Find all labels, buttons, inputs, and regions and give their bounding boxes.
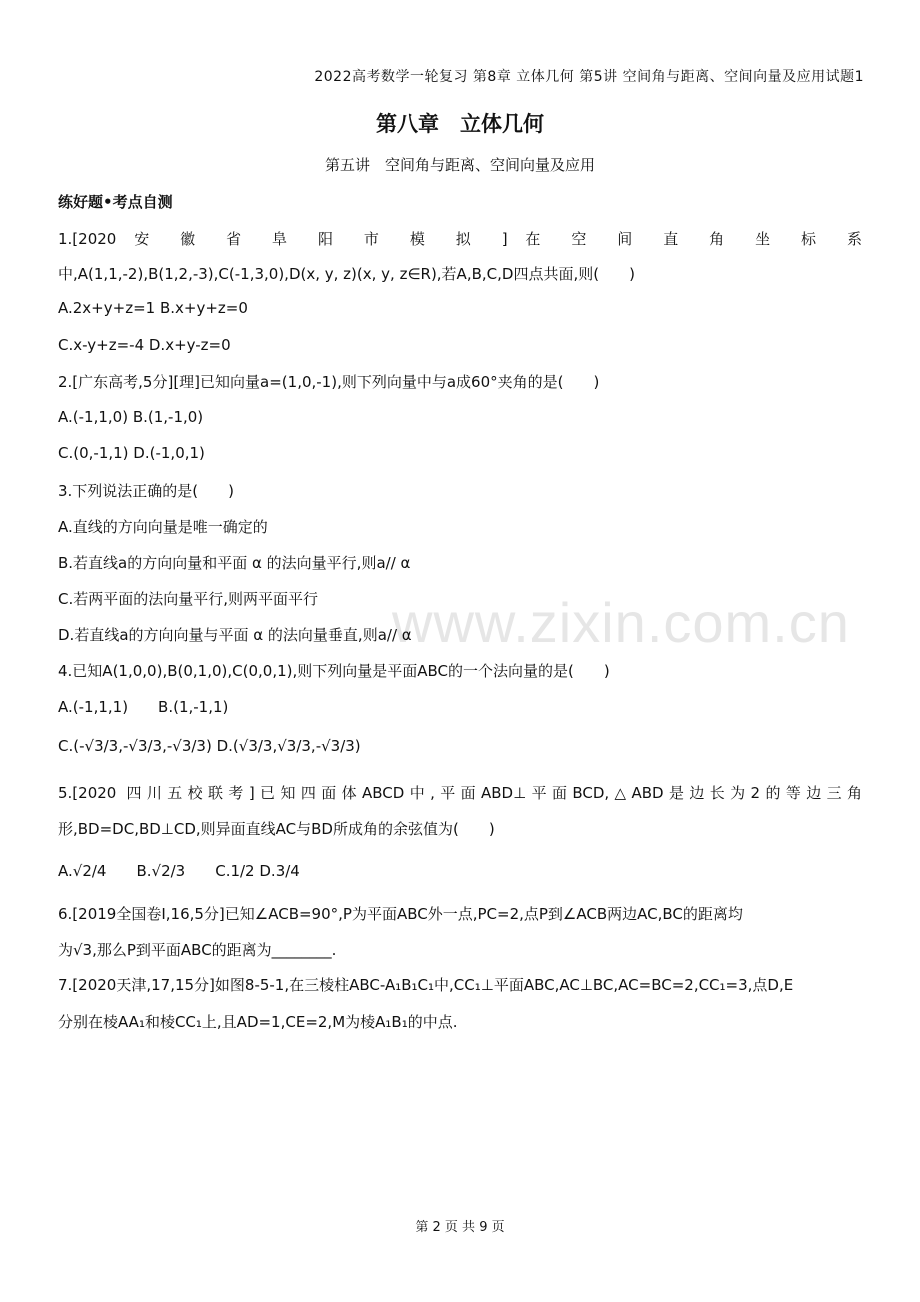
question-3-stem: 3.下列说法正确的是( ) <box>58 482 235 500</box>
question-1-line-1: 1.[2020 安 徽 省 阜 阳 市 模 拟 ] 在 空 间 直 角 坐 标 系 <box>58 230 862 248</box>
question-4-options-ab: A.(-1,1,1) B.(1,-1,1) <box>58 698 229 716</box>
question-1-options-cd: C.x-y+z=-4 D.x+y-z=0 <box>58 336 231 354</box>
question-5-line-2: 形,BD=DC,BD⊥CD,则异面直线AC与BD所成角的余弦值为( ) <box>58 820 495 838</box>
question-5-line-1: 5.[2020 四川五校联考]已知四面体ABCD中,平面ABD⊥平面BCD,△ABD是边长为2的等边三角 <box>58 784 862 802</box>
running-header: 2022高考数学一轮复习 第8章 立体几何 第5讲 空间角与距离、空间向量及应用试题1 <box>314 69 864 85</box>
section-heading: 练好题•考点自测 <box>58 193 173 211</box>
question-1-line-2: 中,A(1,1,-2),B(1,2,-3),C(-1,3,0),D(x, y, z)(x, y, z∈R),若A,B,C,D四点共面,则( ) <box>58 265 635 283</box>
chapter-title: 第八章 立体几何 <box>376 111 544 136</box>
question-3-option-a: A.直线的方向向量是唯一确定的 <box>58 518 268 536</box>
watermark: www.zixin.com.cn <box>392 591 850 654</box>
question-3-option-b: B.若直线a的方向向量和平面 α 的法向量平行,则a// α <box>58 554 411 572</box>
question-2-options-ab: A.(-1,1,0) B.(1,-1,0) <box>58 408 204 426</box>
question-4-options-cd: C.(-√3/3,-√3/3,-√3/3) D.(√3/3,√3/3,-√3/3) <box>58 737 361 755</box>
question-3-option-d: D.若直线a的方向向量与平面 α 的法向量垂直,则a// α <box>58 626 412 644</box>
question-3-option-c: C.若两平面的法向量平行,则两平面平行 <box>58 590 319 608</box>
question-7-line-2: 分别在棱AA₁和棱CC₁上,且AD=1,CE=2,M为棱A₁B₁的中点. <box>58 1013 458 1031</box>
question-5-options: A.√2/4 B.√2/3 C.1/2 D.3/4 <box>58 862 300 880</box>
page-footer: 第 2 页 共 9 页 <box>415 1220 505 1235</box>
question-6-line-2: 为√3,那么P到平面ABC的距离为________. <box>58 941 337 959</box>
question-2-stem: 2.[广东高考,5分][理]已知向量a=(1,0,-1),则下列向量中与a成60°夹角的是( ) <box>58 373 600 391</box>
question-6-line-1: 6.[2019全国卷Ⅰ,16,5分]已知∠ACB=90°,P为平面ABC外一点,PC=2,点P到∠ACB两边AC,BC的距离均 <box>58 905 743 923</box>
question-1-options-ab: A.2x+y+z=1 B.x+y+z=0 <box>58 299 248 317</box>
lesson-subtitle: 第五讲 空间角与距离、空间向量及应用 <box>324 156 595 174</box>
question-4-stem: 4.已知A(1,0,0),B(0,1,0),C(0,0,1),则下列向量是平面ABC的一个法向量的是( ) <box>58 662 610 680</box>
question-2-options-cd: C.(0,-1,1) D.(-1,0,1) <box>58 444 205 462</box>
question-7-line-1: 7.[2020天津,17,15分]如图8-5-1,在三棱柱ABC-A₁B₁C₁中,CC₁⊥平面ABC,AC⊥BC,AC=BC=2,CC₁=3,点D,E <box>58 976 794 994</box>
